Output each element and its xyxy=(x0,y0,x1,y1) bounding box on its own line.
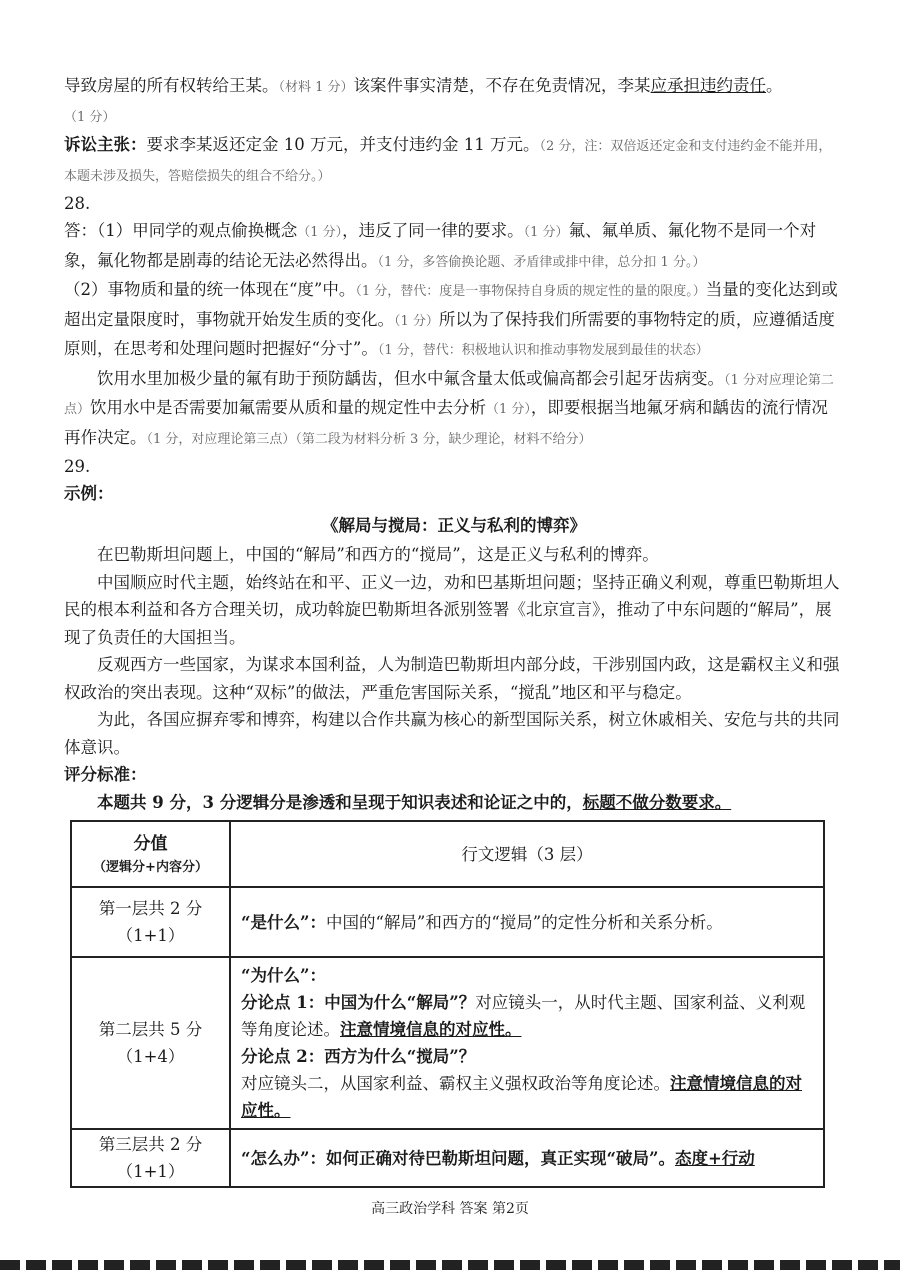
q28-answer-3 xyxy=(64,365,844,454)
header-logic-cell xyxy=(230,821,824,887)
essay-paragraph-3: 反观西方一些国家，为谋求本国利益，人为制造巴勒斯坦内部分歧，干涉别国内政，这是霸权主义和强权政治的突出表现。这种“双标”的做法，严重危害国际关系，“搅乱”地区和平与稳定。 xyxy=(64,655,840,702)
logic-text: 中国的“解局”和西方的“搅局”的定性分析和关系分析。 xyxy=(325,912,723,932)
header-score-title: 分值 xyxy=(133,833,168,854)
row-score-split: （1+4） xyxy=(116,1047,185,1066)
text: 该案件事实清楚，不存在免责情况，李某 xyxy=(353,76,651,95)
underlined-key-point: 应承担违约责任 xyxy=(650,76,767,95)
q28-answer-2 xyxy=(64,276,844,365)
answer-page xyxy=(64,72,844,1188)
claim-label: 诉讼主张： xyxy=(64,135,147,154)
row1-score-cell xyxy=(71,887,230,957)
header-logic-title: 行文逻辑（3 层） xyxy=(461,844,593,864)
row-score-split: （1+1） xyxy=(116,1162,185,1181)
underlined-key-point: 注意情境信息的对应性。 xyxy=(340,1020,522,1039)
text: 答：（1）甲同学的观点偷换概念 xyxy=(64,221,298,240)
score-note: （1 分，替代：度是一事物保持自身质的规定性的量的限度。） xyxy=(355,284,706,299)
text: （2）事物质和量的统一体现在“度”中。 xyxy=(64,280,356,299)
text: 。 xyxy=(766,76,783,95)
sub-point-1 xyxy=(241,989,813,1043)
underlined-key-point: 态度+行动 xyxy=(674,1148,755,1168)
score-note: （1 分，替代：积极地认识和推动事物发展到最佳的状态） xyxy=(377,343,709,358)
text: ，违反了同一律的要求。 xyxy=(342,221,524,240)
sub-point-text: 对应镜头二，从国家利益、霸权主义强权政治等角度论述。 xyxy=(241,1074,670,1093)
example-label: 示例： xyxy=(64,484,114,503)
text: 本题共 9 分，3 分逻辑分是渗透和呈现于知识表述和论证之中的， xyxy=(97,792,583,812)
logic-key: “是什么”： xyxy=(241,912,326,932)
logic-key: “为什么”： xyxy=(241,966,326,985)
score-note: （材料 1 分） xyxy=(278,80,354,95)
essay-title: 《解局与搅局：正义与私利的博弈》 xyxy=(322,515,586,535)
scoring-table xyxy=(70,820,825,1188)
criteria-label: 评分标准： xyxy=(64,765,147,784)
underlined-key-point: 标题不做分数要求。 xyxy=(582,792,732,812)
row-score-label: 第二层共 5 分 xyxy=(98,1020,203,1039)
score-note: （1 分） xyxy=(64,109,116,125)
header-score-subtitle: （逻辑分+内容分） xyxy=(93,859,208,875)
score-note: （1 分） xyxy=(297,225,343,240)
row-score-label: 第三层共 2 分 xyxy=(98,1135,203,1154)
q28-answer-1 xyxy=(64,217,844,276)
text: 氟、氟单质、氟化物不是同一个对象，氟化物都是剧毒的结论无法必然得出。 xyxy=(64,221,817,270)
table-row xyxy=(71,957,824,1129)
scan-edge-artifact xyxy=(0,1260,900,1270)
table-row xyxy=(71,1129,824,1187)
page-footer: 高三政治学科 答案 第2页 xyxy=(371,1201,529,1217)
underlined-key-point: 注意情境信息的对应性。 xyxy=(241,1074,802,1120)
row-score-split: （1+1） xyxy=(116,926,185,945)
essay-paragraph-4: 为此，各国应摒弃零和博弈，构建以合作共赢为核心的新型国际关系，树立休戚相关、安危与共的共同体意识。 xyxy=(64,710,840,757)
logic-key: “怎么办”：如何正确对待巴勒斯坦问题，真正实现“破局”。 xyxy=(241,1148,675,1168)
score-note: （1 分，对应理论第三点）（第二段为材料分析 3 分，缺少理论，材料不给分） xyxy=(146,431,592,447)
question-number-29: 29. xyxy=(64,457,91,476)
row3-score-cell xyxy=(71,1129,230,1187)
text: 饮用水中是否需要加氟需要从质和量的规定性中去分析 xyxy=(90,398,487,417)
row1-logic-cell xyxy=(230,887,824,957)
text: 饮用水里加极少量的氟有助于预防龋齿，但水中氟含量太低或偏高都会引起牙齿病变。 xyxy=(97,368,724,388)
score-note: （1 分对应理论第二点） xyxy=(64,372,834,417)
row-score-label: 第一层共 2 分 xyxy=(98,899,203,918)
text: ，即要根据当地氟牙病和龋齿的流行情况再作决定。 xyxy=(64,398,828,447)
header-score-cell xyxy=(71,821,230,887)
text: 当量的变化达到或超出定量限度时，事物就开始发生质的变化。 xyxy=(64,280,838,329)
litigation-claim xyxy=(64,131,844,190)
paragraph-q27-tail xyxy=(64,72,844,131)
claim-text: 要求李某返还定金 10 万元，并支付违约金 11 万元。 xyxy=(146,135,540,154)
score-note: （1 分） xyxy=(394,313,439,329)
sub-point-text: 对应镜头一，从时代主题、国家利益、义利观等角度论述。 xyxy=(241,993,806,1039)
sub-point-2 xyxy=(241,1070,813,1124)
row3-logic-cell xyxy=(230,1129,824,1187)
text: 导致房屋的所有权转给王某。 xyxy=(64,76,279,95)
sub-point-title: 分论点 2：西方为什么“搅局”？ xyxy=(241,1047,476,1066)
table-row xyxy=(71,887,824,957)
score-note: （1 分，多答偷换论题、矛盾律或排中律，总分扣 1 分。） xyxy=(377,254,706,270)
essay-paragraph-2: 中国顺应时代主题，始终站在和平、正义一边，劝和巴基斯坦问题；坚持正确义利观，尊重巴勒斯坦人民的根本利益和各方合理关切，成功斡旋巴勒斯坦各派别签署《北京宣言》，推动了中东问题的“解局”，展现了负责任的大国担当。 xyxy=(64,572,840,647)
score-note: （1 分） xyxy=(486,402,531,417)
row2-logic-cell xyxy=(230,957,824,1129)
essay-paragraph-1: 在巴勒斯坦问题上，中国的“解局”和西方的“搅局”，这是正义与私利的博弈。 xyxy=(97,545,659,564)
score-note: （2 分，注：双倍返还定金和支付违约金不能并用，本题未涉及损失，答赔偿损失的组合不给分。） xyxy=(64,139,832,184)
text: 所以为了保持我们所需要的事物特定的质，应遵循适度原则，在思考和处理问题时把握好“分寸”。 xyxy=(64,309,835,358)
question-number-28: 28. xyxy=(64,194,91,213)
table-header-row xyxy=(71,821,824,887)
sub-point-title: 分论点 1：中国为什么“解局”？ xyxy=(241,993,476,1012)
score-note: （1 分） xyxy=(523,225,569,240)
row2-score-cell xyxy=(71,957,230,1129)
criteria-text xyxy=(64,789,844,817)
